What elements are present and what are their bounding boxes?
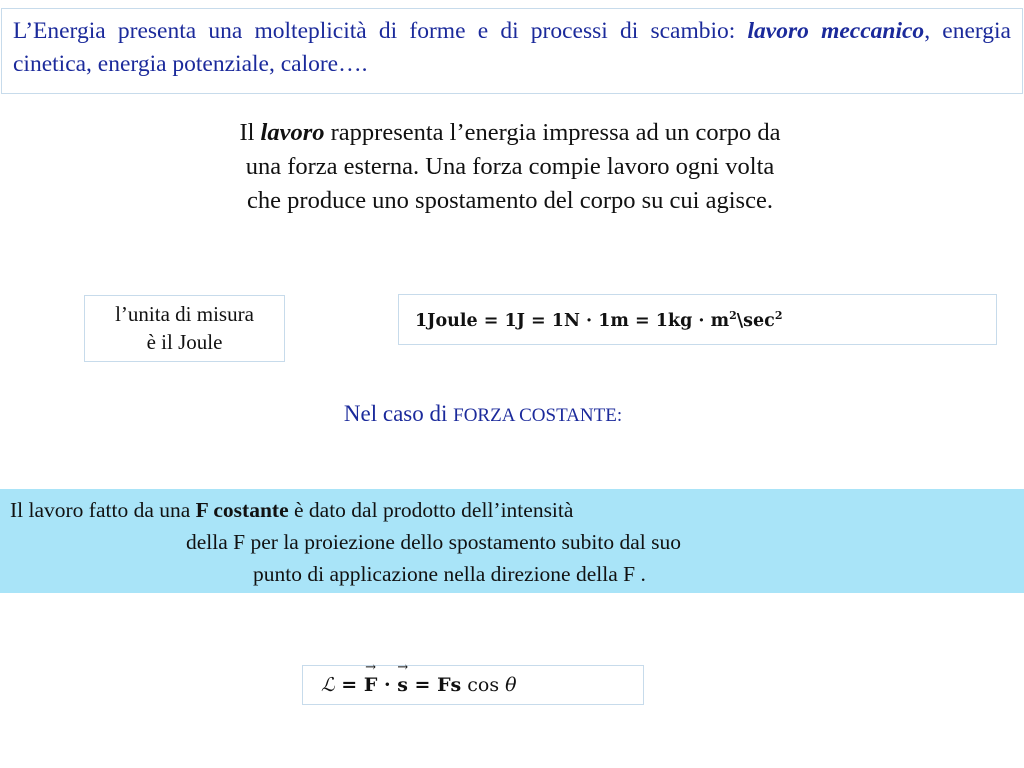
work-formula-box <box>302 665 644 705</box>
work-statement-band <box>0 489 1024 593</box>
unit-line-2: è il Joule <box>146 330 223 354</box>
statement-line-2: della F per la proiezione dello spostamento subito dal suo <box>186 530 681 554</box>
force-displacement-product: Fs <box>437 674 462 696</box>
unit-box <box>84 295 285 362</box>
theta-angle: θ <box>505 674 517 696</box>
intro-text-end: , energia cinetica, energia potenziale, calore…. <box>13 18 1011 77</box>
constant-force-prefix: Nel caso di <box>343 401 454 426</box>
unit-formula-main: 1Joule = 1J = 1N · 1m = 1kg · m <box>415 310 730 331</box>
equals-sign: = <box>334 674 364 696</box>
statement-line-3: punto di applicazione nella direzione della F . <box>253 562 646 586</box>
intro-box <box>1 8 1023 94</box>
unit-line-1: l’unita di misura <box>115 302 254 326</box>
constant-force-heading <box>0 398 966 432</box>
work-formula <box>321 674 517 696</box>
definition-line-2: una forza esterna. Una forza compie lavoro ogni volta <box>245 153 775 180</box>
unit-formula-exponent-2: 2 <box>774 308 783 322</box>
dot-operator: · <box>377 674 398 696</box>
definition-line-3: che produce uno spostamento del corpo su cui agisce. <box>247 187 773 214</box>
statement-line-1-rest: è dato dal prodotto dell’intensità <box>288 498 574 522</box>
unit-formula-sec: \sec <box>736 310 775 331</box>
work-symbol: ℒ <box>321 674 335 696</box>
unit-formula-box <box>398 294 997 345</box>
statement-bold: F costante <box>195 498 289 522</box>
intro-emphasis: lavoro meccanico <box>747 18 925 44</box>
force-vector: F → <box>364 674 378 696</box>
definition-prefix: Il <box>239 119 261 146</box>
equals-sign-2: = <box>407 674 438 696</box>
statement-prefix: Il lavoro fatto da una <box>10 498 196 522</box>
intro-text: L’Energia presenta una molteplicità di forme e di processi di scambio: <box>13 18 748 44</box>
work-definition <box>110 116 910 218</box>
definition-line-1-rest: rappresenta l’energia impressa ad un corpo da <box>324 119 781 146</box>
definition-emphasis: lavoro <box>260 119 325 146</box>
cos-function: cos <box>461 674 506 696</box>
displacement-vector: s → <box>397 674 408 696</box>
unit-formula-exponent: 2 <box>729 308 737 322</box>
statement-line-1 <box>10 494 1014 526</box>
definition-line-1 <box>110 116 910 150</box>
unit-formula <box>415 309 782 331</box>
constant-force-caps: FORZA COSTANTE: <box>453 405 623 426</box>
